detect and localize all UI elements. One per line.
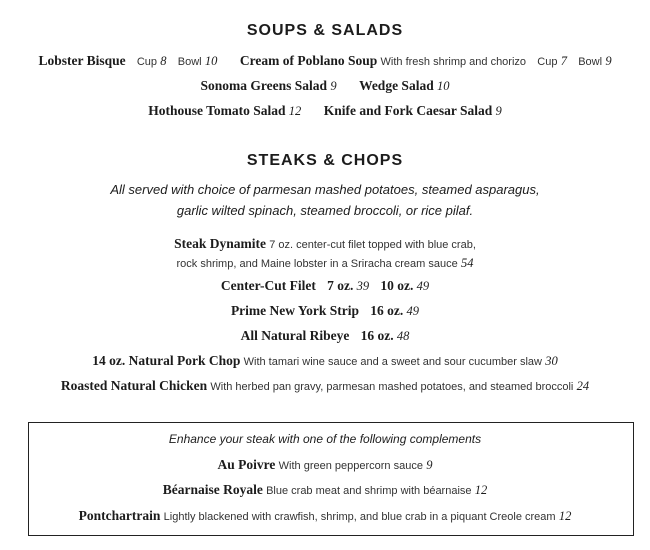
item-price: 49 bbox=[406, 304, 420, 318]
menu-item-lobster-bisque bbox=[38, 53, 220, 68]
menu-item-prime-ny-strip bbox=[0, 303, 650, 319]
item-name: Pontchartrain bbox=[78, 508, 161, 523]
menu-item-steak-dynamite bbox=[0, 236, 650, 252]
complements-intro: Enhance your steak with one of the following complements bbox=[168, 432, 482, 446]
menu-item-au-poivre bbox=[0, 457, 650, 473]
item-description-line-1: 7 oz. center-cut filet topped with blue crab, bbox=[269, 239, 476, 251]
menu-item-hothouse-tomato bbox=[148, 103, 304, 118]
cup-label: Cup bbox=[136, 56, 158, 68]
item-description: With green peppercorn sauce bbox=[278, 460, 423, 472]
bowl-label: Bowl bbox=[177, 56, 202, 68]
cup-price: 8 bbox=[160, 54, 167, 68]
price-1: 39 bbox=[356, 279, 370, 293]
steaks-chops-heading: STEAKS & CHOPS bbox=[246, 152, 404, 169]
item-price: 9 bbox=[426, 458, 433, 472]
item-name: Prime New York Strip bbox=[230, 303, 360, 318]
item-name: Hothouse Tomato Salad bbox=[148, 103, 286, 118]
steaks-intro-line-1: All served with choice of parmesan mashed potatoes, steamed asparagus, bbox=[110, 182, 540, 197]
steak-dynamite-line-2 bbox=[0, 255, 650, 271]
item-description: With herbed pan gravy, parmesan mashed potatoes, and steamed broccoli bbox=[210, 381, 574, 393]
bowl-price: 10 bbox=[204, 54, 218, 68]
steaks-intro-line-2: garlic wilted spinach, steamed broccoli, or rice pilaf. bbox=[176, 203, 474, 218]
menu-item-center-cut-filet bbox=[0, 278, 650, 294]
menu-item-pontchartrain bbox=[0, 508, 650, 524]
item-price: 9 bbox=[330, 79, 337, 93]
item-price: 54 bbox=[460, 256, 474, 270]
cup-price: 7 bbox=[560, 54, 567, 68]
item-name: Knife and Fork Caesar Salad bbox=[323, 103, 493, 118]
menu-item-wedge bbox=[359, 78, 449, 93]
item-name: Béarnaise Royale bbox=[162, 482, 263, 497]
menu-item-sonoma-greens bbox=[201, 78, 340, 93]
item-price: 9 bbox=[495, 104, 502, 118]
item-name: Wedge Salad bbox=[359, 78, 434, 93]
menu-item-caesar bbox=[324, 103, 502, 118]
bowl-price: 9 bbox=[605, 54, 612, 68]
item-name: Steak Dynamite bbox=[174, 236, 266, 251]
item-name: Au Poivre bbox=[217, 457, 276, 472]
item-description: Lightly blackened with crawfish, shrimp, and blue crab in a piquant Creole cream bbox=[163, 511, 556, 523]
item-name: Cream of Poblano Soup bbox=[239, 53, 378, 68]
item-price: 30 bbox=[545, 354, 558, 368]
bowl-label: Bowl bbox=[578, 56, 603, 68]
item-price: 48 bbox=[396, 329, 410, 343]
item-price: 12 bbox=[474, 483, 488, 497]
item-size: 16 oz. bbox=[360, 328, 394, 343]
item-price: 12 bbox=[288, 104, 302, 118]
menu-item-bearnaise bbox=[0, 482, 650, 498]
soups-row-1 bbox=[0, 53, 650, 69]
item-price: 10 bbox=[436, 79, 450, 93]
soups-row-3 bbox=[0, 103, 650, 119]
menu-item-chicken bbox=[0, 378, 650, 394]
item-price: 24 bbox=[576, 379, 590, 393]
item-name: 14 oz. Natural Pork Chop bbox=[92, 353, 241, 368]
item-size: 16 oz. bbox=[370, 303, 404, 318]
size-1: 7 oz. bbox=[327, 278, 354, 293]
item-name: Sonoma Greens Salad bbox=[200, 78, 328, 93]
item-name: Lobster Bisque bbox=[38, 53, 126, 68]
menu-item-ribeye bbox=[0, 328, 650, 344]
soups-salads-heading: SOUPS & SALADS bbox=[246, 22, 404, 39]
size-2: 10 oz. bbox=[380, 278, 414, 293]
item-name: Roasted Natural Chicken bbox=[60, 378, 208, 393]
cup-label: Cup bbox=[537, 56, 558, 68]
menu-item-pork-chop bbox=[0, 353, 650, 369]
soups-row-2 bbox=[0, 78, 650, 94]
item-price: 12 bbox=[558, 509, 572, 523]
menu-item-poblano-soup bbox=[240, 53, 612, 68]
item-name: All Natural Ribeye bbox=[240, 328, 350, 343]
price-2: 49 bbox=[416, 279, 430, 293]
item-description-line-2: rock shrimp, and Maine lobster in a Sriracha cream sauce bbox=[176, 258, 458, 270]
item-description: With fresh shrimp and chorizo bbox=[380, 56, 527, 68]
item-description: Blue crab meat and shrimp with béarnaise bbox=[266, 485, 472, 497]
item-name: Center-Cut Filet bbox=[220, 278, 316, 293]
item-description: With tamari wine sauce and a sweet and sour cucumber slaw bbox=[243, 356, 542, 368]
